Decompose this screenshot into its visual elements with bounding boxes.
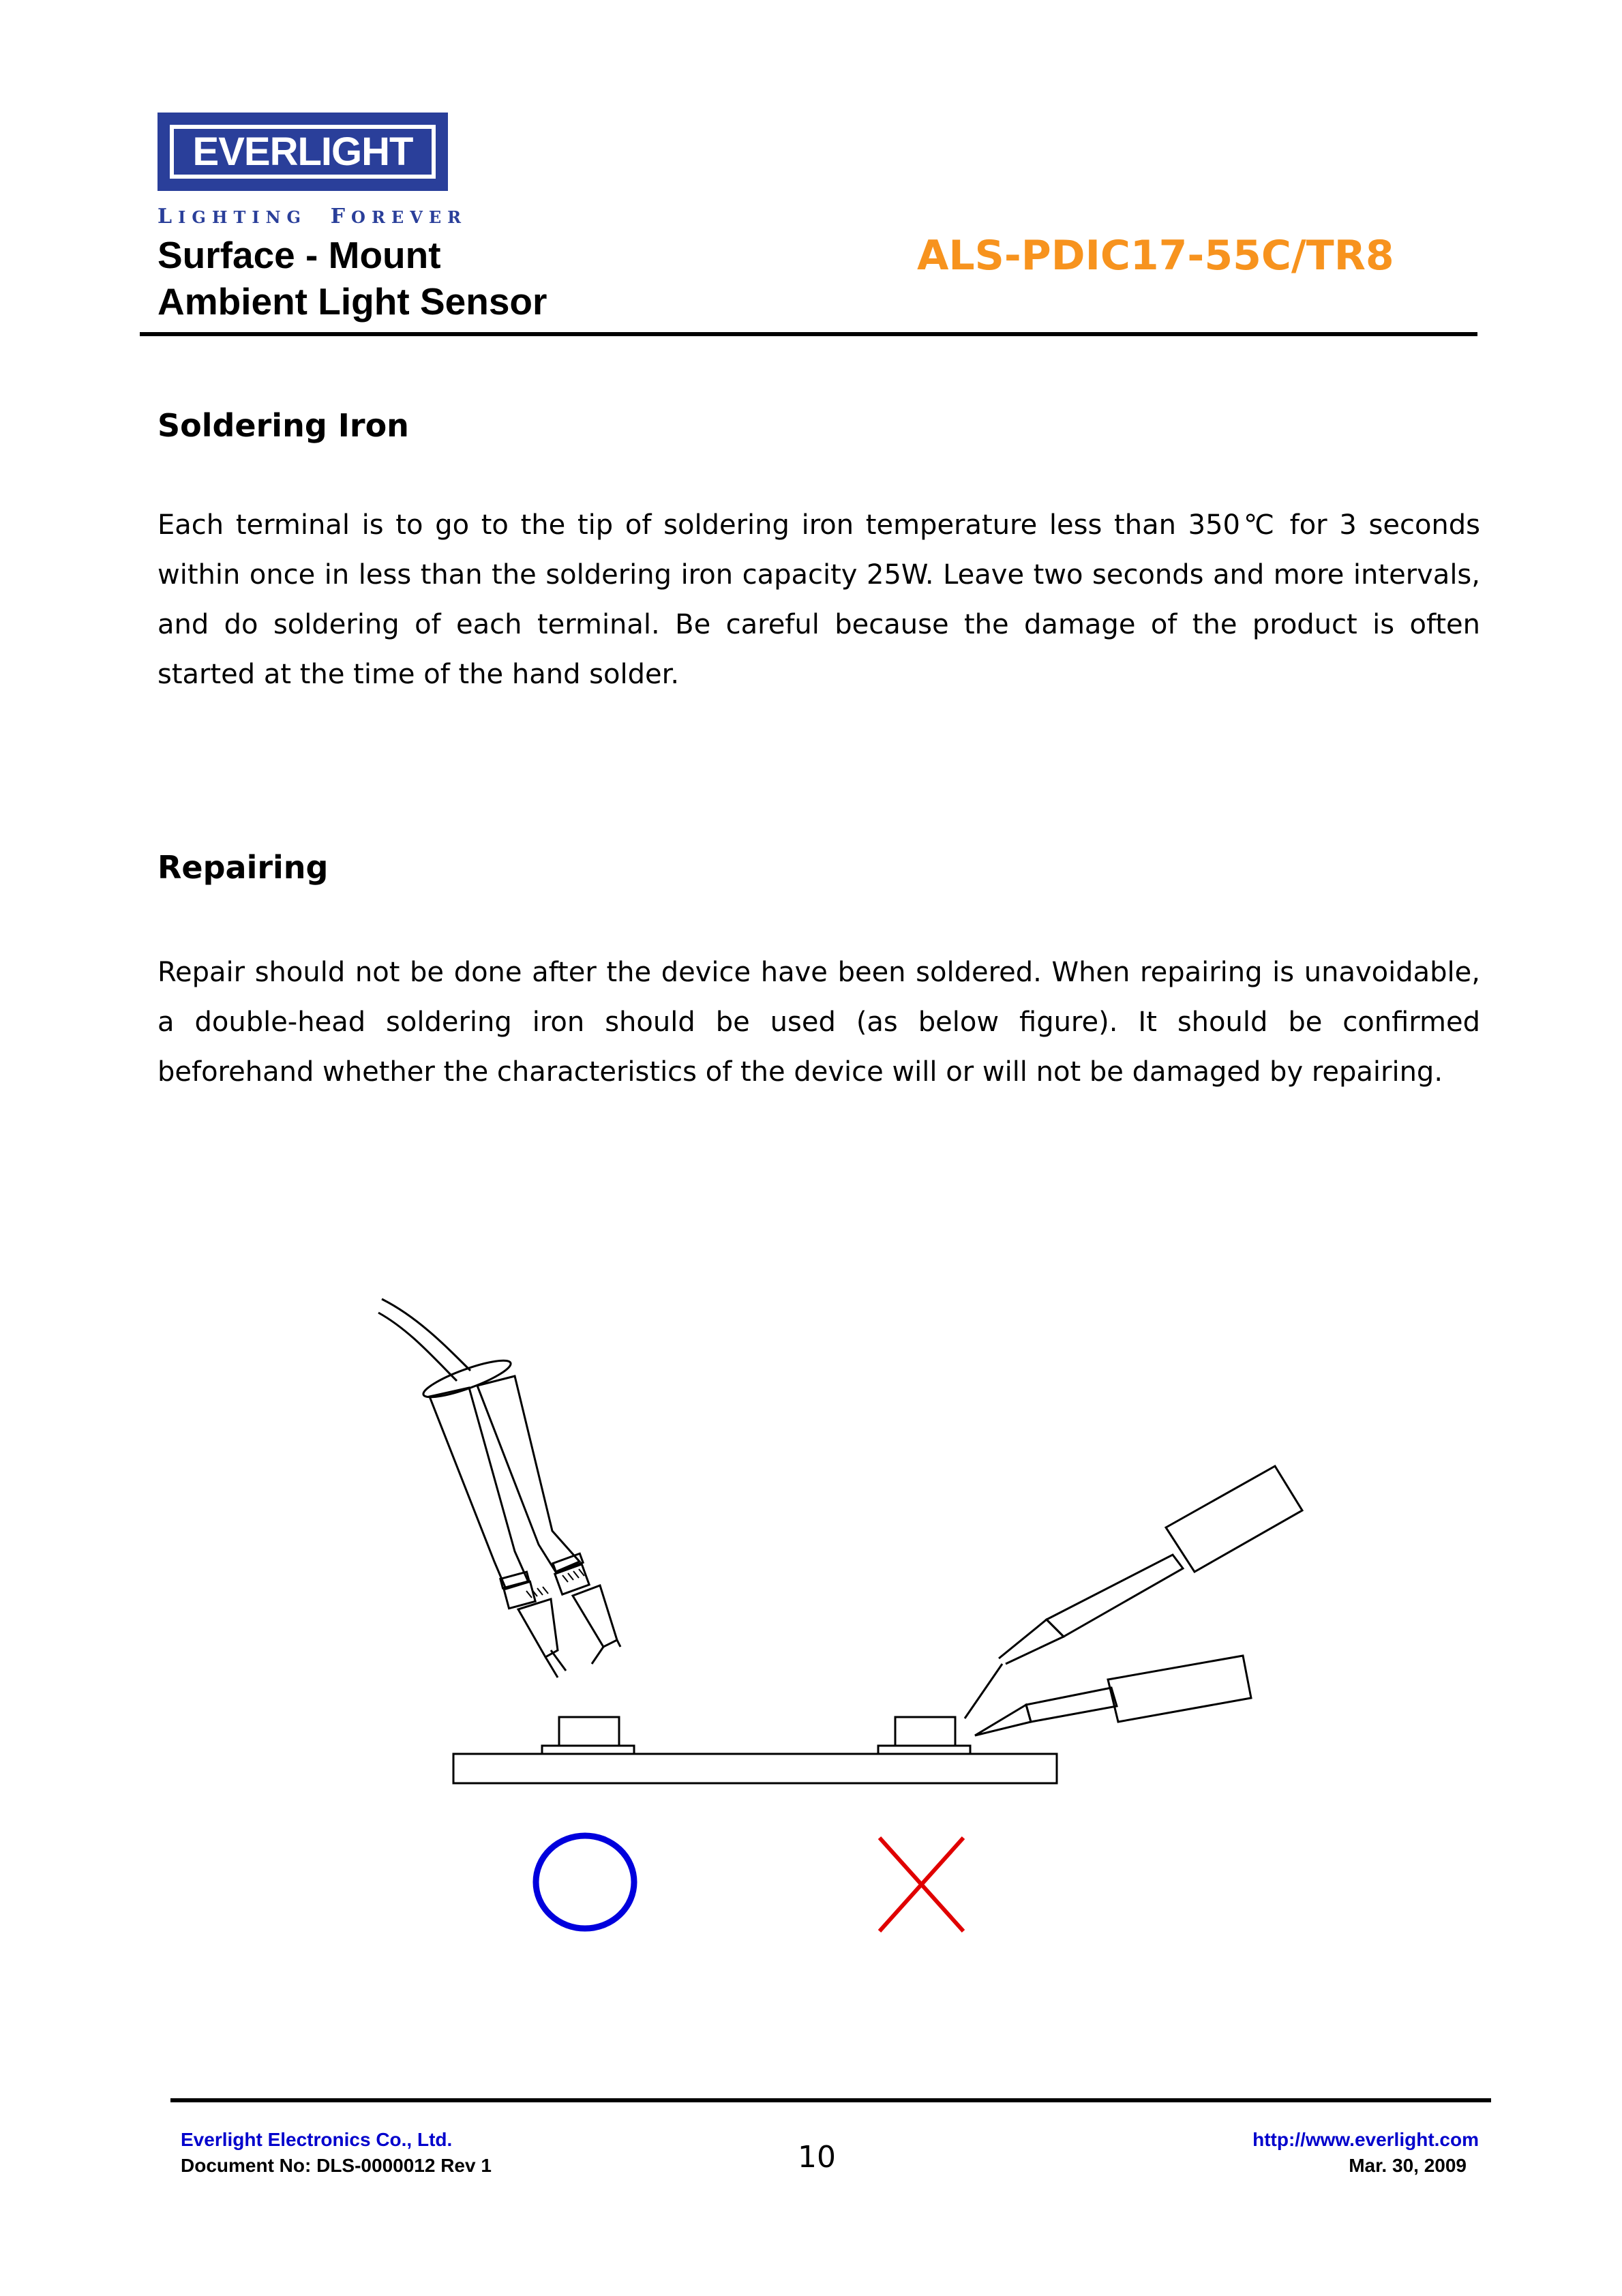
repairing-heading: Repairing	[157, 849, 329, 886]
logo-tagline: LIGHTING FOREVER	[157, 205, 468, 228]
footer-document-number: Document No: DLS-0000012 Rev 1	[181, 2155, 492, 2176]
component-correct	[542, 1717, 634, 1754]
soldering-iron-heading: Soldering Iron	[157, 407, 409, 444]
iron-cable	[382, 1299, 470, 1371]
single-iron-lower	[975, 1656, 1251, 1735]
product-title-line2: Ambient Light Sensor	[157, 280, 547, 323]
double-head-iron-left-arm	[430, 1388, 566, 1678]
wrong-cross-icon	[880, 1838, 963, 1931]
part-number: ALS-PDIC17-55C/TR8	[917, 232, 1394, 280]
repairing-paragraph: Repair should not be done after the device have been soldered. When repairing is unavoidable, a double-head soldering iron should be used (as below figure). It should be confirmed beforehand whether the characteristics of the device will or will not be damaged by repairing.	[157, 957, 1480, 1088]
correct-circle-icon	[536, 1836, 634, 1928]
footer-date: Mar. 30, 2009	[1349, 2155, 1467, 2176]
footer-company: Everlight Electronics Co., Ltd.	[181, 2129, 453, 2150]
soldering-iron-paragraph: Each terminal is to go to the tip of soldering iron temperature less than 350℃ for 3 seconds within once in less than the soldering iron capacity 25W. Leave two seconds and more intervals, and do soldering of each terminal. Be careful because the damage of the product is often started at the time of the hand solder.	[157, 509, 1480, 690]
footer-url[interactable]: http://www.everlight.com	[1252, 2129, 1479, 2150]
footer-divider	[170, 2098, 1491, 2102]
page-number: 10	[798, 2140, 836, 2175]
product-title-line1: Surface - Mount	[157, 234, 441, 276]
component-incorrect	[878, 1717, 970, 1754]
single-iron-upper	[965, 1466, 1302, 1718]
double-head-iron-right-arm	[477, 1376, 620, 1664]
logo-wordmark: EVERLIGHT	[170, 125, 436, 179]
pcb-board	[453, 1754, 1057, 1783]
heater-coil-left	[526, 1587, 548, 1598]
